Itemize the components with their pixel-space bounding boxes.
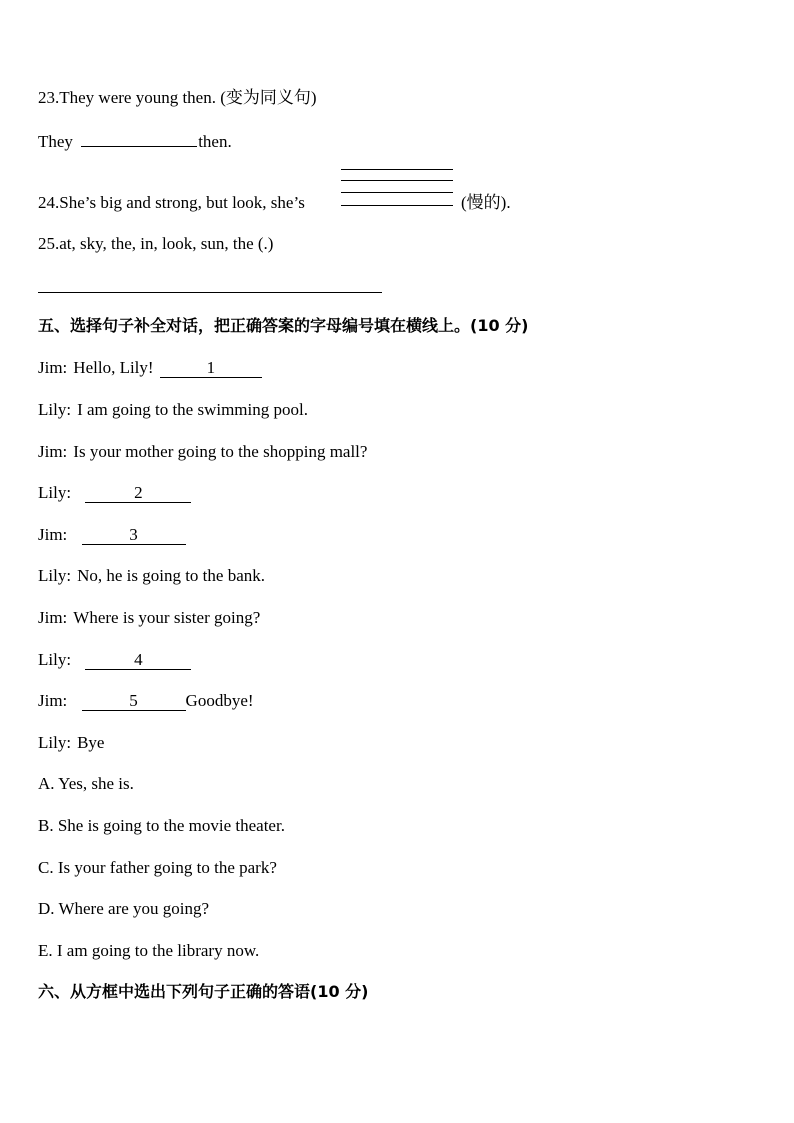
speaker-label: Lily: (38, 650, 72, 669)
option-d: D. Where are you going? (38, 899, 210, 918)
speaker-label: Jim: (38, 525, 68, 544)
q24-hint: (慢的). (461, 193, 511, 212)
dialogue-text: I am going to the swimming pool. (77, 400, 308, 419)
q23-answer-end: then. (198, 132, 232, 151)
q23-answer-blank[interactable] (81, 130, 197, 147)
q24-writing-line-1 (341, 169, 453, 170)
dialogue-line-4 (38, 483, 191, 503)
dialogue-line-3 (38, 442, 367, 462)
answer-blank-2[interactable]: 2 (85, 484, 191, 503)
dialogue-text: Where is your sister going? (73, 608, 261, 627)
speaker-label: Lily: (38, 566, 72, 585)
section5-heading: 五、选择句子补全对话，把正确答案的字母编号填在横线上。(10 分) (38, 316, 529, 335)
speaker-label: Lily: (38, 483, 72, 502)
dialogue-after-text: Goodbye! (185, 691, 254, 710)
dialogue-text: Is your mother going to the shopping mall? (73, 442, 368, 461)
speaker-label: Jim: (38, 608, 68, 627)
dialogue-text: Hello, Lily! (73, 358, 154, 377)
dialogue-text: No, he is going to the bank. (77, 566, 265, 585)
answer-blank-3[interactable]: 3 (82, 526, 186, 545)
q24-prompt: 24.She’s big and strong, but look, she’s (38, 193, 305, 212)
q23-answer-start: They (38, 132, 73, 151)
q24-writing-line-4[interactable] (341, 205, 453, 206)
section6-heading: 六、从方框中选出下列句子正确的答语(10 分) (38, 982, 369, 1001)
dialogue-line-9 (38, 691, 254, 711)
speaker-label: Lily: (38, 400, 72, 419)
dialogue-line-5 (38, 525, 186, 545)
q23-prompt: 23.They were young then. (变为同义句) (38, 88, 317, 107)
dialogue-line-7 (38, 608, 260, 628)
option-b: B. She is going to the movie theater. (38, 816, 285, 835)
option-c: C. Is your father going to the park? (38, 858, 277, 877)
answer-blank-1[interactable]: 1 (160, 359, 262, 378)
answer-blank-4[interactable]: 4 (85, 651, 191, 670)
q25-prompt: 25.at, sky, the, in, look, sun, the (.) (38, 234, 274, 253)
dialogue-line-1 (38, 358, 262, 378)
answer-blank-5[interactable]: 5 (82, 692, 186, 711)
dialogue-line-10 (38, 733, 104, 753)
dialogue-line-6 (38, 566, 265, 586)
q25-answer-line[interactable] (38, 292, 382, 293)
option-e: E. I am going to the library now. (38, 941, 260, 960)
speaker-label: Lily: (38, 733, 72, 752)
q23-answer-line (38, 130, 232, 152)
speaker-label: Jim: (38, 691, 68, 710)
q24-writing-line-2 (341, 180, 453, 181)
dialogue-line-8 (38, 650, 191, 670)
dialogue-text: Bye (77, 733, 105, 752)
speaker-label: Jim: (38, 442, 68, 461)
option-a: A. Yes, she is. (38, 774, 134, 793)
speaker-label: Jim: (38, 358, 68, 377)
q24-writing-line-3 (341, 192, 453, 193)
dialogue-line-2 (38, 400, 308, 420)
